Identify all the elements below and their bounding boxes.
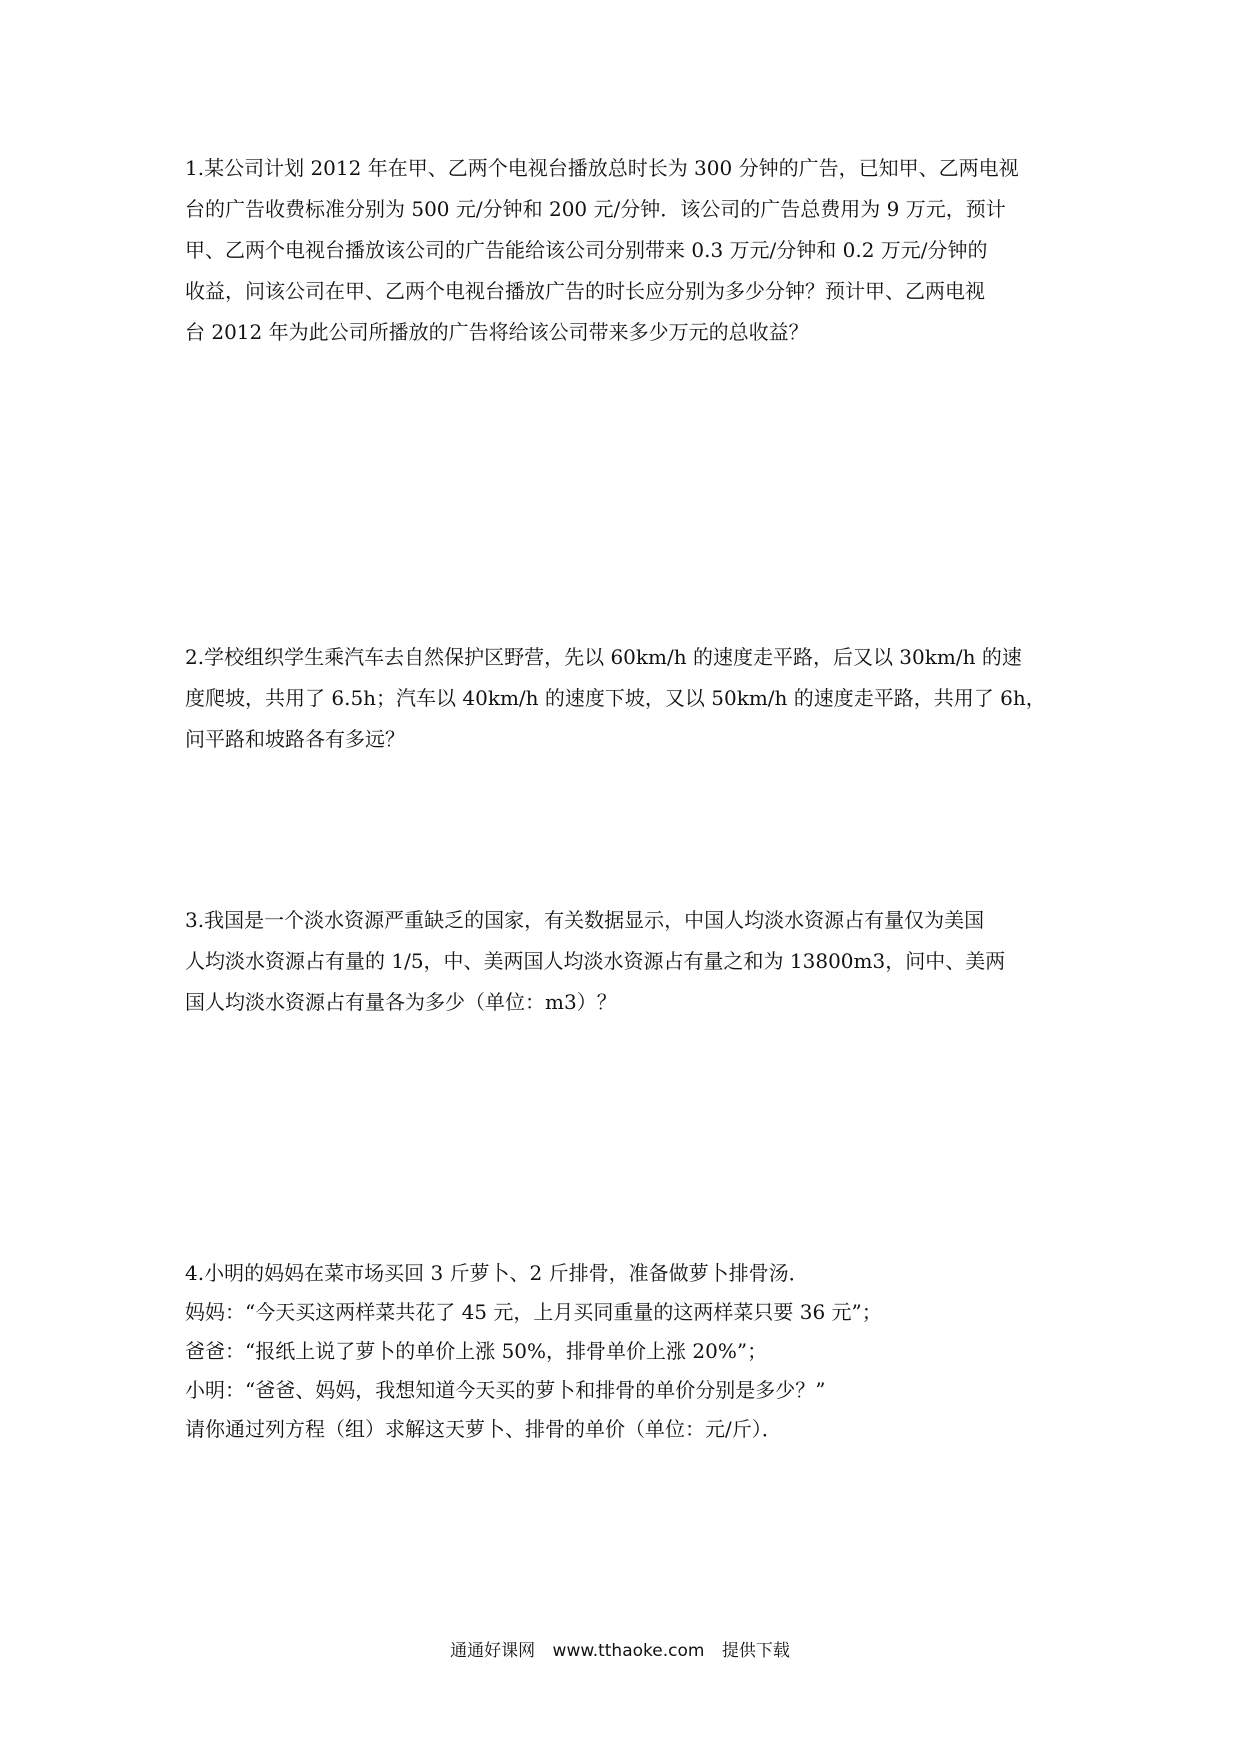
problem-3-line: 人均淡水资源占有量的 1/5，中、美两国人均淡水资源占有量之和为 13800m3，问中、美两 (185, 949, 1006, 973)
problem-1-line: 1.某公司计划 2012 年在甲、乙两个电视台播放总时长为 300 分钟的广告，已知甲、乙两电视 (185, 156, 1019, 180)
problem-1-line: 甲、乙两个电视台播放该公司的广告能给该公司分别带来 0.3 万元/分钟和 0.2 万元/分钟的 (185, 238, 988, 262)
problem-1-line: 台的广告收费标准分别为 500 元/分钟和 200 元/分钟．该公司的广告总费用为 9 万元，预计 (185, 197, 1006, 221)
problem-1 (185, 148, 1057, 353)
problem-4-line: 妈妈：“今天买这两样菜共花了 45 元，上月买同重量的这两样菜只要 36 元”； (185, 1300, 882, 1324)
page-footer (0, 1636, 1240, 1661)
problem-3-line: 3.我国是一个淡水资源严重缺乏的国家，有关数据显示，中国人均淡水资源占有量仅为美国 (185, 908, 985, 932)
problem-2-line: 度爬坡，共用了 6.5h；汽车以 40km/h 的速度下坡，又以 50km/h 的速度走平路，共用了 6h， (185, 686, 1046, 710)
problem-2 (185, 637, 1057, 760)
footer-suffix: 提供下载 (721, 1641, 790, 1661)
problem-4-line: 4.小明的妈妈在菜市场买回 3 斤萝卜、2 斤排骨，准备做萝卜排骨汤． (185, 1261, 809, 1285)
problem-4 (185, 1254, 1057, 1449)
footer-url[interactable]: www.tthaoke.com (552, 1641, 705, 1661)
problem-1-line: 收益，问该公司在甲、乙两个电视台播放广告的时长应分别为多少分钟？预计甲、乙两电视 (185, 279, 985, 303)
problem-3 (185, 900, 1057, 1023)
problem-1-line: 台 2012 年为此公司所播放的广告将给该公司带来多少万元的总收益？ (185, 320, 809, 344)
problem-2-line: 问平路和坡路各有多远？ (185, 727, 405, 751)
problem-2-line: 2.学校组织学生乘汽车去自然保护区野营，先以 60km/h 的速度走平路，后又以 30km/h 的速 (185, 645, 1022, 669)
problem-3-line: 国人均淡水资源占有量各为多少（单位：m3）？ (185, 990, 617, 1014)
problem-4-line: 小明：“爸爸、妈妈，我想知道今天买的萝卜和排骨的单价分别是多少？” (185, 1378, 826, 1402)
footer-site-name: 通通好课网 (450, 1641, 536, 1661)
problem-4-line: 爸爸：“报纸上说了萝卜的单价上涨 50%，排骨单价上涨 20%”； (185, 1339, 768, 1363)
problem-4-line: 请你通过列方程（组）求解这天萝卜、排骨的单价（单位：元/斤）． (185, 1417, 782, 1441)
